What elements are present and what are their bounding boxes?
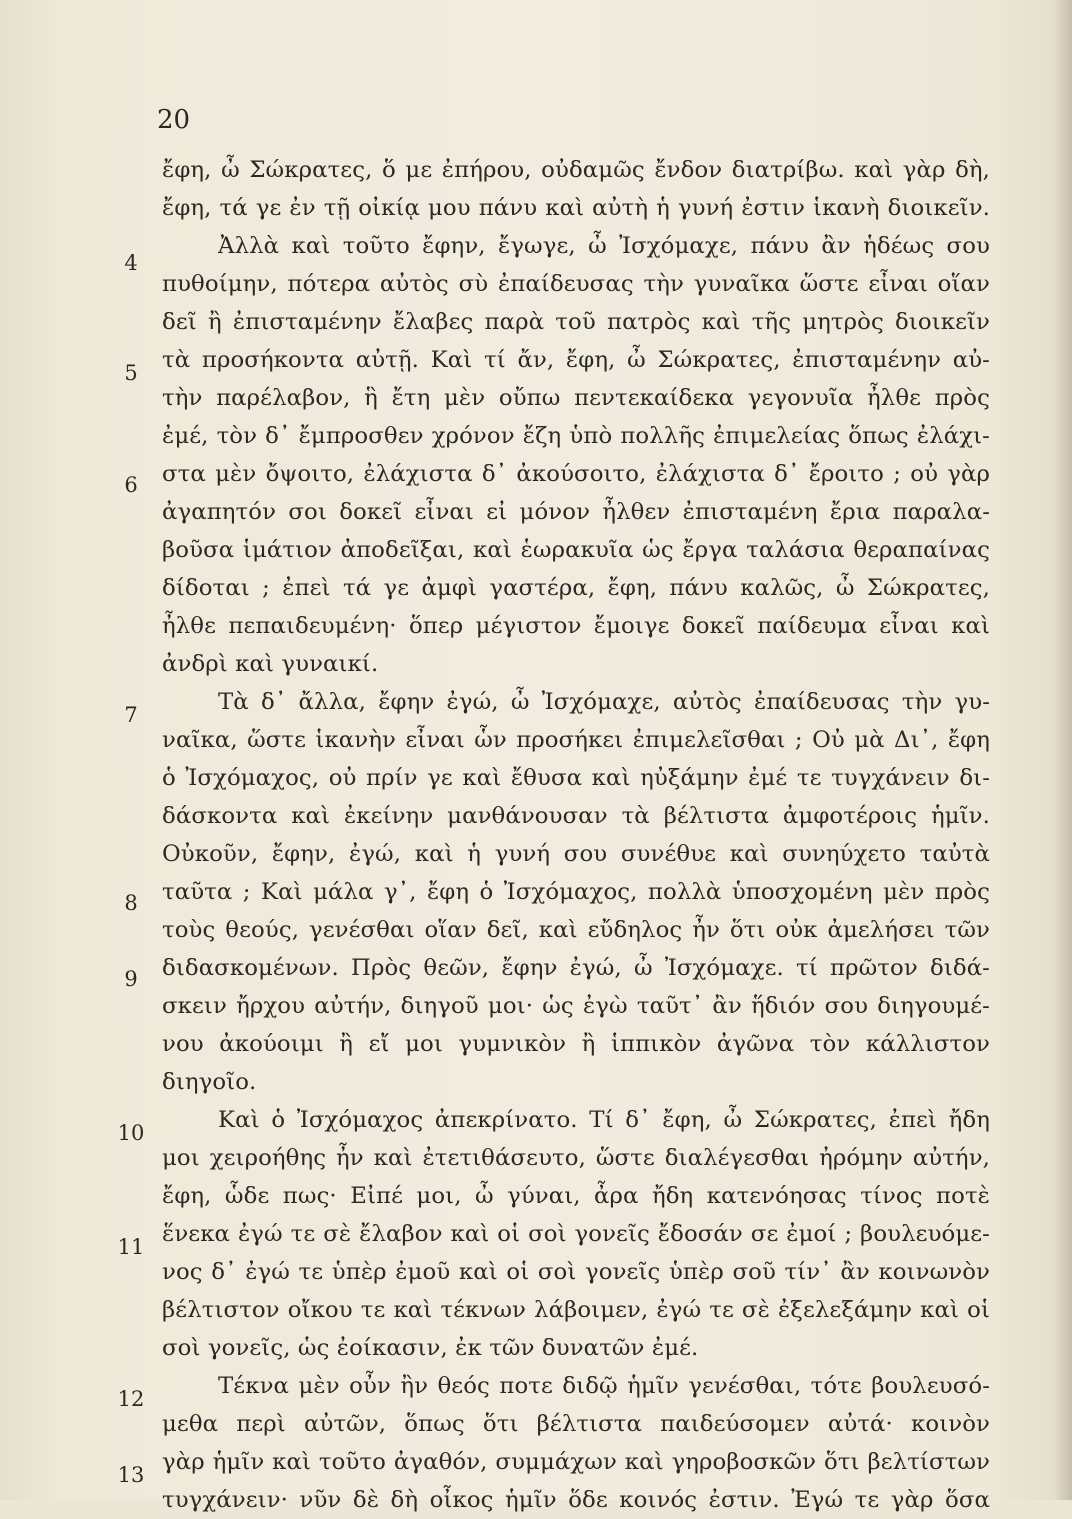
text-line: Καὶ ὁ Ἰσχόμαχος ἀπεκρίνατο. Τί δ᾽ ἔφη, ὦ Σώκρατες, ἐπεὶ ἤδη: [218, 1107, 990, 1133]
section-number: 4: [124, 251, 138, 275]
section-number: 11: [117, 1235, 145, 1259]
text-line: ταῦτα ; Καὶ μάλα γ᾽, ἔφη ὁ Ἰσχόμαχος, πολλὰ ὑποσχομένη μὲν πρὸς: [162, 879, 990, 905]
text-line: διδασκομένων. Πρὸς θεῶν, ἔφην ἐγώ, ὦ Ἰσχόμαχε. τί πρῶτον διδά-: [162, 955, 990, 981]
section-number: 10: [117, 1121, 145, 1145]
text-line: σκειν ἤρχου αὐτήν, διηγοῦ μοι· ὡς ἐγὼ ταῦτ᾽ ἂν ἥδιόν σου διηγουμέ-: [162, 993, 990, 1019]
section-number: 9: [124, 967, 138, 991]
text-line: Οὐκοῦν, ἔφην, ἐγώ, καὶ ἡ γυνή σου συνέθυε καὶ συνηύχετο ταὐτὰ: [162, 841, 990, 867]
text-line: Τὰ δ᾽ ἄλλα, ἔφην ἐγώ, ὦ Ἰσχόμαχε, αὐτὸς ἐπαίδευσας τὴν γυ-: [218, 689, 990, 715]
text-line: τοὺς θεούς, γενέσθαι οἵαν δεῖ, καὶ εὔδηλος ἦν ὅτι οὐκ ἀμελήσει τῶν: [162, 917, 990, 943]
text-line: ἐμέ, τὸν δ᾽ ἔμπροσθεν χρόνον ἔζη ὑπὸ πολλῆς ἐπιμελείας ὅπως ἐλάχι-: [162, 423, 990, 449]
page-number: 20: [157, 105, 191, 135]
section-number: 8: [124, 891, 138, 915]
text-line: ἀνδρὶ καὶ γυναικί.: [162, 651, 379, 677]
text-line: γὰρ ἡμῖν καὶ τοῦτο ἀγαθόν, συμμάχων καὶ γηροβοσκῶν ὅτι βελτίστων: [162, 1449, 990, 1475]
text-line: ἔφη, ὧδε πως· Εἰπέ μοι, ὦ γύναι, ἆρα ἤδη κατενόησας τίνος ποτὲ: [162, 1183, 990, 1209]
text-line: δάσκοντα καὶ ἐκείνην μανθάνουσαν τὰ βέλτιστα ἀμφοτέροις ἡμῖν.: [162, 803, 990, 829]
text-line: Τέκνα μὲν οὖν ἢν θεός ποτε διδῷ ἡμῖν γενέσθαι, τότε βουλευσό-: [218, 1373, 990, 1399]
section-number: 5: [124, 361, 138, 385]
section-number: 6: [124, 473, 138, 497]
text-line: βέλτιστον οἴκου τε καὶ τέκνων λάβοιμεν, ἐγώ τε σὲ ἐξελεξάμην καὶ οἱ: [162, 1297, 990, 1323]
text-line: στα μὲν ὄψοιτο, ἐλάχιστα δ᾽ ἀκούσοιτο, ἐλάχιστα δ᾽ ἔροιτο ; οὐ γὰρ: [162, 461, 990, 487]
text-line: νου ἀκούοιμι ἢ εἴ μοι γυμνικὸν ἢ ἱππικὸν ἀγῶνα τὸν κάλλιστον: [162, 1031, 990, 1057]
section-number: 13: [117, 1463, 145, 1487]
text-line: τὰ προσήκοντα αὐτῇ. Καὶ τί ἄν, ἔφη, ὦ Σώκρατες, ἐπισταμένην αὐ-: [162, 347, 990, 373]
page-edge-shadow: [1054, 0, 1072, 1500]
text-line: διηγοῖο.: [162, 1069, 257, 1095]
text-line: ὁ Ἰσχόμαχος, οὐ πρίν γε καὶ ἔθυσα καὶ ηὐξάμην ἐμέ τε τυγχάνειν δι-: [162, 765, 990, 791]
text-line: μεθα περὶ αὐτῶν, ὅπως ὅτι βέλτιστα παιδεύσομεν αὐτά· κοινὸν: [162, 1411, 990, 1437]
text-line: ἀγαπητόν σοι δοκεῖ εἶναι εἰ μόνον ἦλθεν ἐπισταμένη ἔρια παραλα-: [162, 499, 990, 525]
section-number: 7: [124, 703, 138, 727]
text-line: νος δ᾽ ἐγώ τε ὑπὲρ ἐμοῦ καὶ οἱ σοὶ γονεῖς ὑπὲρ σοῦ τίν᾽ ἂν κοινωνὸν: [162, 1259, 990, 1285]
text-line: μοι χειροήθης ἦν καὶ ἐτετιθάσευτο, ὥστε διαλέγεσθαι ἠρόμην αὐτήν,: [162, 1145, 990, 1171]
text-line: σοὶ γονεῖς, ὡς ἐοίκασιν, ἐκ τῶν δυνατῶν ἐμέ.: [162, 1335, 699, 1361]
section-number: 12: [117, 1387, 145, 1411]
text-line: βοῦσα ἱμάτιον ἀποδεῖξαι, καὶ ἑωρακυῖα ὡς ἔργα ταλάσια θεραπαίνας: [162, 537, 990, 563]
text-line: δεῖ ἢ ἐπισταμένην ἔλαβες παρὰ τοῦ πατρὸς καὶ τῆς μητρὸς διοικεῖν: [162, 309, 990, 335]
text-line: τὴν παρέλαβον, ἣ ἔτη μὲν οὔπω πεντεκαίδεκα γεγονυῖα ἦλθε πρὸς: [162, 385, 990, 411]
text-line: ἕνεκα ἐγώ τε σὲ ἔλαβον καὶ οἱ σοὶ γονεῖς ἔδοσάν σε ἐμοί ; βουλευόμε-: [162, 1221, 990, 1247]
text-line: τυγχάνειν· νῦν δὲ δὴ οἶκος ἡμῖν ὅδε κοινός ἐστιν. Ἐγώ τε γὰρ ὅσα: [162, 1487, 990, 1513]
text-line: ἔφη, ὦ Σώκρατες, ὅ με ἐπήρου, οὐδαμῶς ἔνδον διατρίβω. καὶ γὰρ δὴ,: [162, 157, 990, 183]
text-line: δίδοται ; ἐπεὶ τά γε ἀμφὶ γαστέρα, ἔφη, πάνυ καλῶς, ὦ Σώκρατες,: [162, 575, 990, 601]
text-line: ἔφη, τά γε ἐν τῇ οἰκίᾳ μου πάνυ καὶ αὐτὴ ἡ γυνή ἐστιν ἱκανὴ διοικεῖν.: [162, 195, 990, 221]
text-line: Ἀλλὰ καὶ τοῦτο ἔφην, ἔγωγε, ὦ Ἰσχόμαχε, πάνυ ἂν ἡδέως σου: [218, 233, 990, 259]
text-line: πυθοίμην, πότερα αὐτὸς σὺ ἐπαίδευσας τὴν γυναῖκα ὥστε εἶναι οἵαν: [162, 271, 990, 297]
text-line: ἦλθε πεπαιδευμένη· ὅπερ μέγιστον ἔμοιγε δοκεῖ παίδευμα εἶναι καὶ: [162, 613, 990, 639]
text-line: ναῖκα, ὥστε ἱκανὴν εἶναι ὧν προσήκει ἐπιμελεῖσθαι ; Οὐ μὰ Δι᾽, ἔφη: [162, 727, 990, 753]
